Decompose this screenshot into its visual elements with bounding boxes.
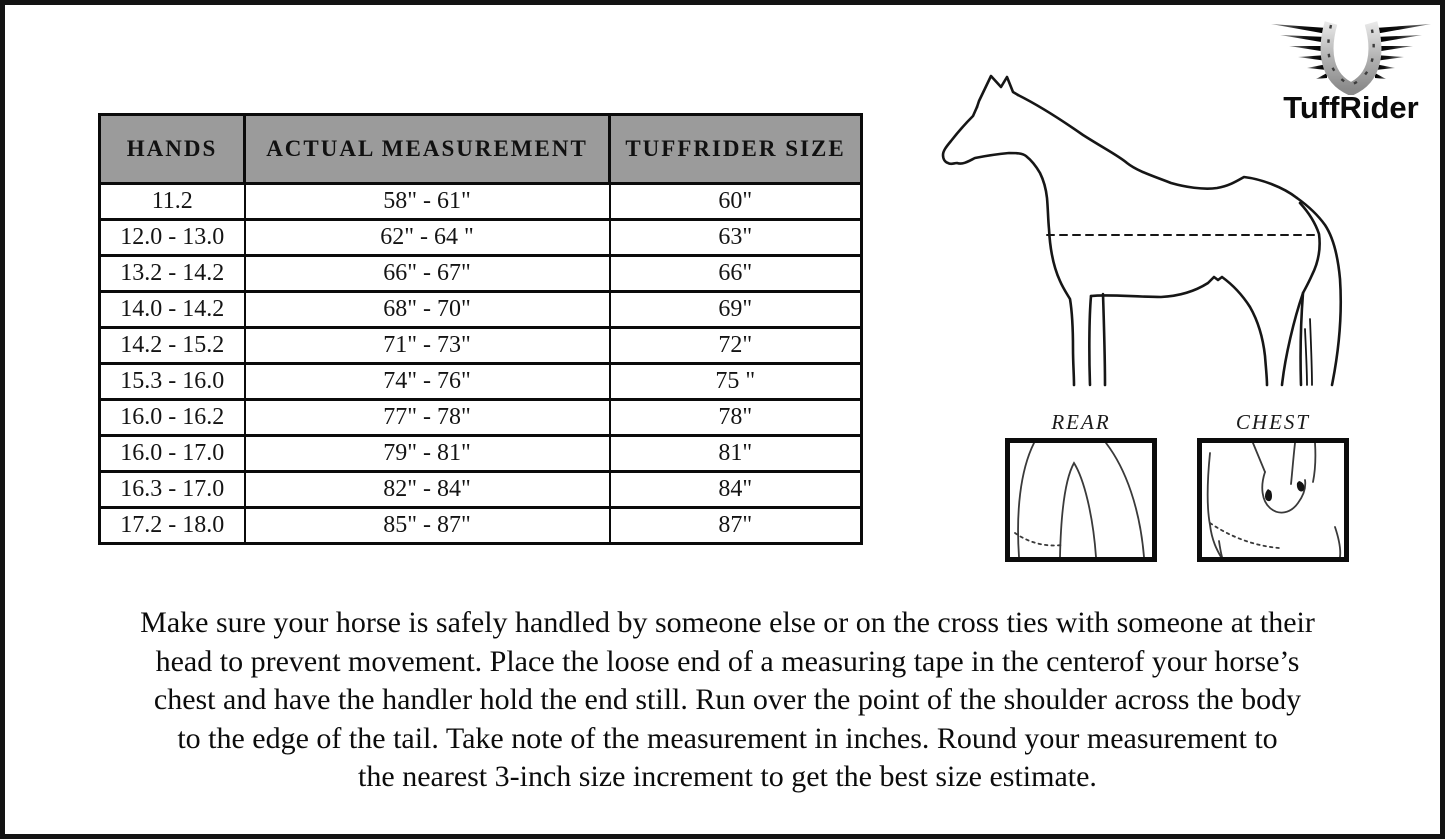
size-cell: 75 " <box>610 364 862 400</box>
chest-detail <box>1197 410 1349 562</box>
size-cell: 78" <box>610 400 862 436</box>
size-cell: 63" <box>610 220 862 256</box>
size-cell: 79" - 81" <box>245 436 610 472</box>
size-cell: 12.0 - 13.0 <box>100 220 245 256</box>
table-row <box>100 256 862 292</box>
table-row <box>100 400 862 436</box>
size-cell: 71" - 73" <box>245 328 610 364</box>
chest-drawing-icon <box>1202 443 1344 557</box>
table-row <box>100 184 862 220</box>
size-cell: 69" <box>610 292 862 328</box>
size-chart-body <box>100 184 862 544</box>
table-row <box>100 292 862 328</box>
rear-box <box>1005 438 1157 562</box>
size-cell: 85" - 87" <box>245 508 610 544</box>
size-cell: 66" <box>610 256 862 292</box>
size-cell: 15.3 - 16.0 <box>100 364 245 400</box>
size-cell: 17.2 - 18.0 <box>100 508 245 544</box>
size-cell: 14.2 - 15.2 <box>100 328 245 364</box>
rear-detail <box>1005 410 1157 562</box>
table-row <box>100 364 862 400</box>
table-row <box>100 508 862 544</box>
header-actual-measurement: ACTUAL MEASUREMENT <box>245 115 610 184</box>
header-tuffrider-size: TUFFRIDER SIZE <box>610 115 862 184</box>
table-row <box>100 328 862 364</box>
size-cell: 72" <box>610 328 862 364</box>
header-hands: HANDS <box>100 115 245 184</box>
instruction-line: Make sure your horse is safely handled by someone else or on the cross ties with someone at their <box>140 606 1315 639</box>
size-cell: 14.0 - 14.2 <box>100 292 245 328</box>
instruction-line: head to prevent movement. Place the loose end of a measuring tape in the centerof your horse’s <box>155 644 1300 678</box>
size-cell: 16.0 - 16.2 <box>100 400 245 436</box>
size-cell: 77" - 78" <box>245 400 610 436</box>
measuring-instructions <box>30 604 1425 797</box>
horse-measurement-diagram <box>913 57 1349 393</box>
size-cell: 81" <box>610 436 862 472</box>
size-cell: 62" - 64 " <box>245 220 610 256</box>
table-row <box>100 220 862 256</box>
chest-box <box>1197 438 1349 562</box>
instruction-line: chest and have the handler hold the end still. Run over the point of the shoulder across the body <box>153 683 1302 716</box>
instruction-line: the nearest 3-inch size increment to get the best size estimate. <box>358 760 1097 793</box>
size-cell: 11.2 <box>100 184 245 220</box>
size-cell: 16.0 - 17.0 <box>100 436 245 472</box>
chest-label: CHEST <box>1235 410 1311 434</box>
size-cell: 68" - 70" <box>245 292 610 328</box>
size-cell: 82" - 84" <box>245 472 610 508</box>
size-cell: 87" <box>610 508 862 544</box>
size-cell: 74" - 76" <box>245 364 610 400</box>
size-cell: 60" <box>610 184 862 220</box>
size-cell: 84" <box>610 472 862 508</box>
size-cell: 66" - 67" <box>245 256 610 292</box>
size-cell: 58" - 61" <box>245 184 610 220</box>
table-row <box>100 472 862 508</box>
rear-drawing-icon <box>1010 443 1152 557</box>
size-cell: 16.3 - 17.0 <box>100 472 245 508</box>
size-cell: 13.2 - 14.2 <box>100 256 245 292</box>
table-header-row <box>100 115 862 184</box>
table-row <box>100 436 862 472</box>
size-chart-table <box>98 113 863 545</box>
rear-label: REAR <box>1051 410 1111 434</box>
instruction-line: to the edge of the tail. Take note of the measurement in inches. Round your measurement to <box>177 721 1278 755</box>
brand-name: TuffRider <box>1283 90 1419 125</box>
